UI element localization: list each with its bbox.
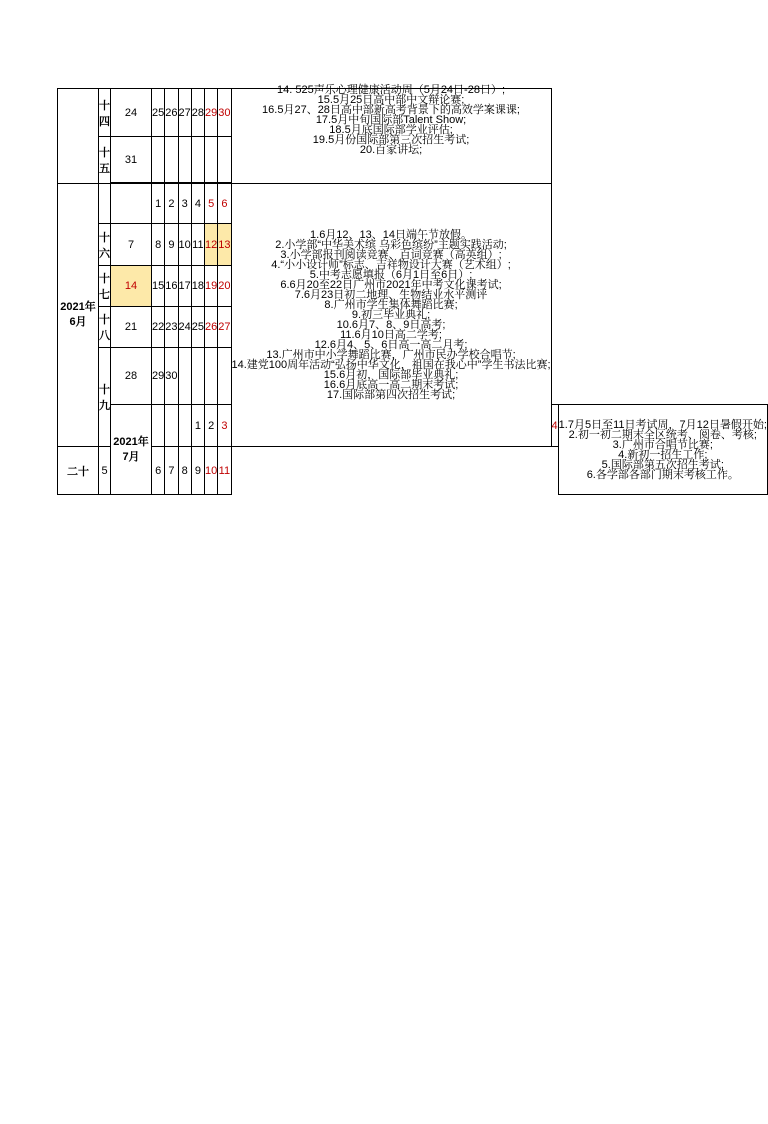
month-cell-may — [58, 89, 99, 184]
table-row — [58, 89, 768, 137]
school-calendar-table — [57, 84, 768, 495]
note-line: 6.6月20至22日广州市2021年中考文化课考试; — [280, 279, 502, 291]
note-line: 16.5月27、28日高中部新高考背景下的高效学案课课; — [262, 104, 520, 116]
notes-may — [231, 84, 551, 184]
day-cell: 30 — [165, 348, 178, 405]
note-line: 3.小学部报刊阅读竞赛、百词竞赛（高英组）; — [280, 249, 502, 261]
day-cell — [191, 348, 204, 405]
note-line: 17.5月中旬国际部Talent Show; — [315, 114, 467, 126]
day-cell: 23 — [165, 307, 178, 348]
note-line: 13.广州市中小学舞蹈比赛，广州市民办学校合唱节; — [266, 349, 516, 361]
day-cell: 24 — [178, 307, 191, 348]
note-line: 10.6月7、8、9日高考; — [336, 319, 446, 331]
day-cell: 16 — [165, 266, 178, 307]
day-cell: 3 — [178, 184, 191, 224]
day-cell: 19 — [205, 266, 218, 307]
note-line: 15.5月25日高中部中文辩论赛; — [317, 94, 465, 106]
note-line: 16.6月底高一高二期末考试; — [323, 379, 459, 391]
day-cell — [178, 405, 191, 447]
note-line: 14. 525声乐心理健康活动周（5月24日-28日）; — [277, 84, 506, 96]
day-cell: 9 — [191, 447, 204, 495]
note-line: 18.5月底国际部学业评估; — [329, 124, 453, 136]
week-number: 十八 — [99, 307, 111, 348]
day-cell — [178, 137, 191, 183]
note-line: 5.中考志愿填报（6月1日至6日）; — [309, 269, 473, 281]
note-line: 14.建党100周年活动“弘扬中华文化，祖国在我心中”学生书法比赛; — [231, 359, 551, 371]
day-cell: 1 — [191, 405, 204, 447]
day-cell: 17 — [178, 266, 191, 307]
day-cell: 8 — [178, 447, 191, 495]
day-cell — [165, 137, 178, 183]
day-cell: 5 — [99, 447, 111, 495]
day-cell: 5 — [205, 184, 218, 224]
day-cell: 6 — [218, 184, 231, 224]
note-line: 2.小学部“中华美术缤 乌彩色缤纷”主题实践活动; — [275, 239, 507, 251]
note-line: 17.国际部第四次招生考试; — [326, 389, 456, 401]
day-cell — [205, 137, 218, 183]
day-cell: 28 — [111, 348, 152, 405]
day-cell: 6 — [152, 447, 165, 495]
note-line: 1.6月12、13、14日端午节放假。 — [310, 229, 473, 241]
day-cell: 4 — [191, 184, 204, 224]
day-cell: 8 — [152, 224, 165, 266]
day-cell-holiday: 14 — [111, 266, 152, 307]
note-line: 1.7月5日至11日考试周，7月12日暑假开始; — [558, 418, 767, 431]
day-cell: 15 — [152, 266, 165, 307]
day-cell — [191, 137, 204, 183]
day-cell: 10 — [178, 224, 191, 266]
note-line: 9.初三毕业典礼; — [351, 309, 431, 321]
day-cell: 27 — [178, 89, 191, 137]
note-line: 7.6月23日初二地理、生物结业水平测评 — [294, 289, 488, 301]
day-cell: 18 — [191, 266, 204, 307]
day-cell — [111, 184, 152, 224]
day-cell — [218, 348, 231, 405]
note-line: 4.新初一招生工作; — [618, 448, 708, 461]
day-cell: 25 — [152, 89, 165, 137]
note-line: 12.6月4、5、6日高一高二月考; — [314, 339, 468, 351]
day-cell: 31 — [111, 137, 152, 183]
note-line: 2.初一初二期末全区统考、阅卷、考核; — [568, 428, 757, 441]
day-cell: 22 — [152, 307, 165, 348]
day-cell: 24 — [111, 89, 152, 137]
note-line: 6.各学部各部门期末考核工作。 — [586, 468, 739, 481]
notes-june — [231, 184, 551, 447]
day-cell: 4 — [551, 405, 558, 447]
month-cell-july — [111, 405, 152, 495]
day-cell: 11 — [191, 224, 204, 266]
day-cell: 30 — [218, 89, 231, 137]
month-label: 2021年 6月 — [60, 301, 96, 328]
note-line: 3.广州市合唱节比赛; — [612, 438, 713, 451]
day-cell: 2 — [165, 184, 178, 224]
month-label: 2021年 7月 — [113, 435, 149, 463]
day-cell: 29 — [205, 89, 218, 137]
note-line: 5.国际部第五次招生考试; — [601, 458, 724, 471]
day-cell: 11 — [218, 447, 231, 495]
day-cell: 26 — [165, 89, 178, 137]
day-cell: 9 — [165, 224, 178, 266]
week-number: 十四 — [99, 89, 111, 137]
week-number-continued — [99, 184, 111, 224]
day-cell: 28 — [191, 89, 204, 137]
notes-july — [558, 405, 767, 495]
week-number: 十七 — [99, 266, 111, 307]
day-cell: 2 — [205, 405, 218, 447]
week-number: 二十 — [58, 447, 99, 495]
note-line: 4.“小小设计师”标志、吉祥物设计大赛（艺术组）; — [271, 259, 511, 271]
day-cell — [152, 137, 165, 183]
week-number: 十五 — [99, 137, 111, 184]
day-cell: 1 — [152, 184, 165, 224]
day-cell: 25 — [191, 307, 204, 348]
day-cell: 3 — [218, 405, 231, 447]
day-cell: 26 — [205, 307, 218, 348]
day-cell — [205, 348, 218, 405]
day-cell: 10 — [205, 447, 218, 495]
day-cell — [178, 348, 191, 405]
note-line: 11.6月10日高二学考; — [340, 329, 442, 341]
day-cell: 7 — [111, 224, 152, 266]
month-cell-june — [58, 184, 99, 447]
note-line: 19.5月份国际部第三次招生考试; — [312, 134, 470, 146]
day-cell — [165, 405, 178, 447]
note-line: 20.百家讲坛; — [359, 144, 423, 156]
day-cell-holiday: 13 — [218, 224, 231, 266]
day-cell-holiday: 12 — [205, 224, 218, 266]
day-cell: 27 — [218, 307, 231, 348]
day-cell — [218, 137, 231, 183]
day-cell — [152, 405, 165, 447]
table-row — [58, 184, 768, 224]
week-number: 十九 — [99, 348, 111, 447]
day-cell: 21 — [111, 307, 152, 348]
note-line: 8.广州市学生集体舞蹈比赛; — [324, 299, 458, 311]
note-line: 15.6月初，国际部毕业典礼; — [323, 369, 459, 381]
day-cell: 7 — [165, 447, 178, 495]
week-number: 十六 — [99, 224, 111, 266]
day-cell: 29 — [152, 348, 165, 405]
day-cell: 20 — [218, 266, 231, 307]
